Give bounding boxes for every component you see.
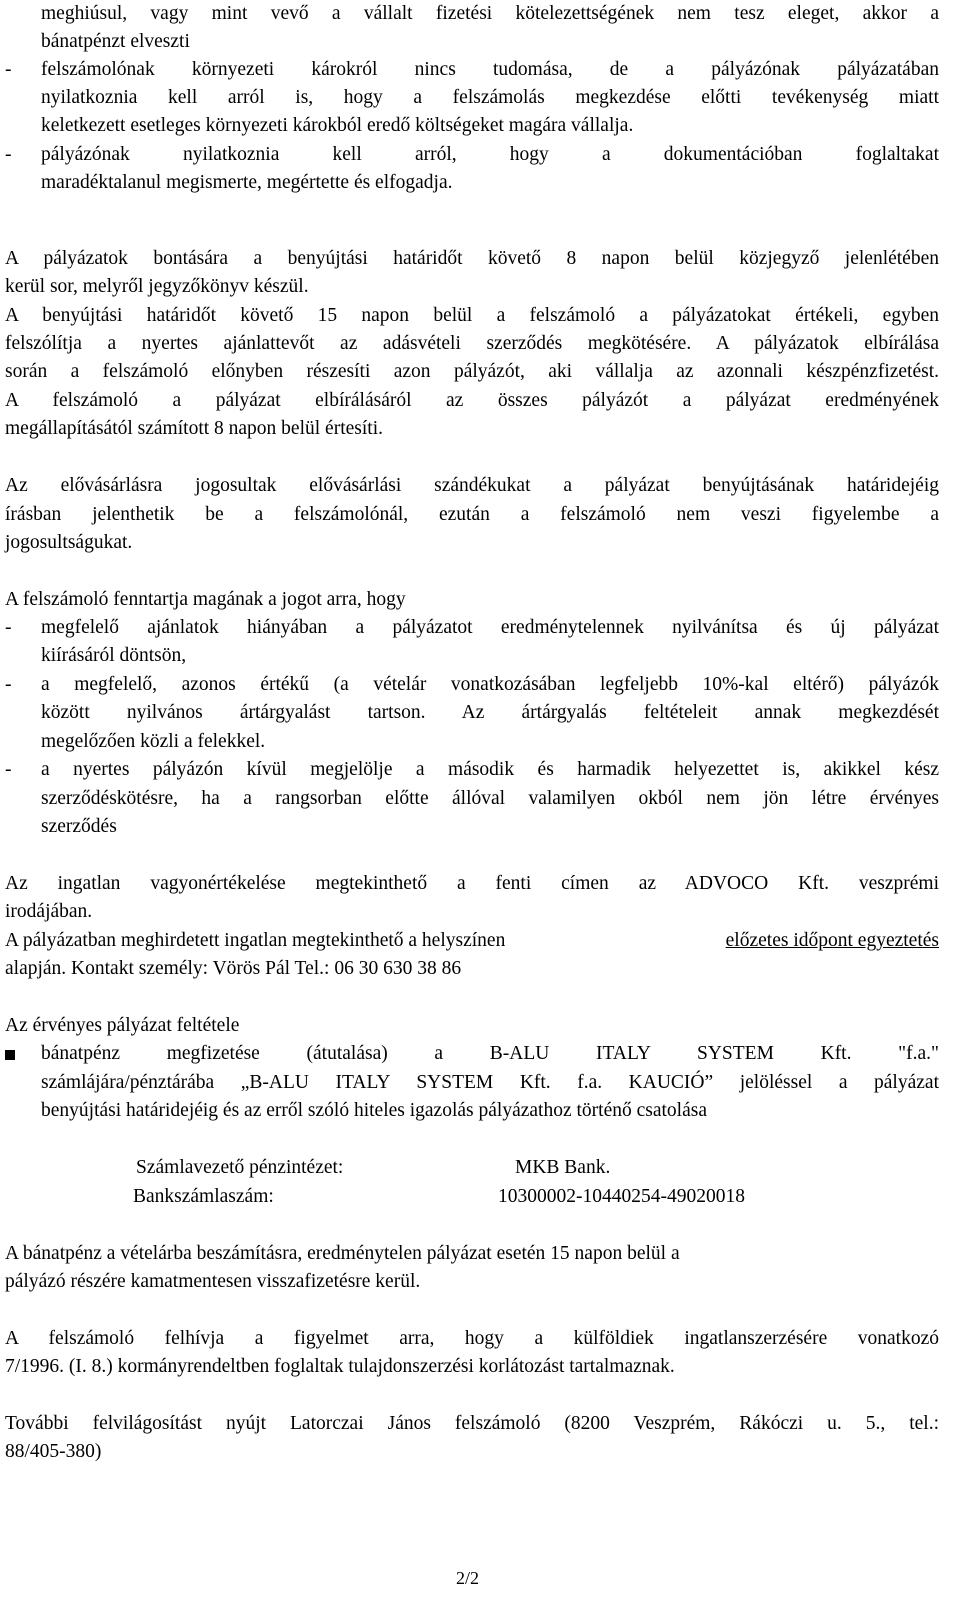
bank-label: Bankszámlaszám: xyxy=(133,1186,274,1207)
text-line: alapján. Kontakt személy: Vörös Pál Tel.: 06 30 630 38 86 xyxy=(5,958,462,979)
text-line: Az ingatlan vagyonértékelése megtekinthető a fenti címen az ADVOCO Kft. veszprémi xyxy=(5,873,939,894)
text-line: a nyertes pályázón kívül megjelölje a második és harmadik helyezettet is, akikkel kész xyxy=(41,759,939,780)
list-dash: - xyxy=(5,59,12,80)
text-line: szerződés xyxy=(41,816,117,837)
text-line: a megfelelő, azonos értékű (a vételár vonatkozásában legfeljebb 10%-kal eltérő) pályázók xyxy=(41,674,939,695)
text-line: kiírásáról döntsön, xyxy=(41,645,187,666)
text-line: Az érvényes pályázat feltétele xyxy=(5,1015,240,1036)
bank-label: Számlavezető pénzintézet: xyxy=(136,1157,344,1178)
list-dash: - xyxy=(5,617,12,638)
text-line: számlájára/pénztárába „B-ALU ITALY SYSTEM Kft. f.a. KAUCIÓ” jelöléssel a pályázat xyxy=(41,1072,939,1093)
text-line: A pályázatok bontására a benyújtási határidőt követő 8 napon belül közjegyző jelenlétében xyxy=(5,248,939,269)
text-line: További felvilágosítást nyújt Latorczai János felszámoló (8200 Veszprém, Rákóczi u. 5., tel.: xyxy=(5,1413,939,1434)
text-line: jogosultságukat. xyxy=(5,532,133,553)
bank-account-number: 10300002-10440254-49020018 xyxy=(498,1186,745,1207)
text-line: A bánatpénz a vételárba beszámításra, eredménytelen pályázat esetén 15 napon belül a xyxy=(5,1243,680,1264)
text-line: felszólítja a nyertes ajánlattevőt az adásvételi szerződés megkötésére. A pályázatok elbírálása xyxy=(5,333,939,354)
text-line: szerződéskötésre, ha a rangsorban előtte állóval valamilyen okból nem jön létre érvényes xyxy=(41,788,939,809)
text-line: meghiúsul, vagy mint vevő a vállalt fizetési kötelezettségének nem tesz eleget, akkor a xyxy=(41,3,939,24)
appointment-note: előzetes időpont egyeztetés xyxy=(725,930,939,951)
list-dash: - xyxy=(5,674,12,695)
text-line: A felszámoló fenntartja magának a jogot arra, hogy xyxy=(5,589,406,610)
list-dash: - xyxy=(5,759,12,780)
text-line: benyújtási határidejéig és az erről szóló hiteles igazolás pályázathoz történő csatolása xyxy=(41,1100,707,1121)
text-line: megfelelő ajánlatok hiányában a pályázatot eredménytelennek nyilvánítsa és új pályázat xyxy=(41,617,939,638)
text-line: keletkezett esetleges környezeti károkból eredő költségeket magára vállalja. xyxy=(41,115,634,136)
text-line: megállapításától számított 8 napon belül értesíti. xyxy=(5,418,383,439)
text-line: A benyújtási határidőt követő 15 napon belül a felszámoló a pályázatokat értékeli, egyben xyxy=(5,305,939,326)
text-line: nyilatkoznia kell arról is, hogy a felszámolás megkezdése előtti tevékenység miatt xyxy=(41,87,939,108)
list-dash: - xyxy=(5,144,12,165)
text-line xyxy=(5,927,939,955)
text-line: felszámolónak környezeti károkról nincs tudomása, de a pályázónak pályázatában xyxy=(41,59,939,80)
text-line: Az elővásárlásra jogosultak elővásárlási szándékukat a pályázat benyújtásának határidejéig xyxy=(5,475,939,496)
bank-value: MKB Bank. xyxy=(515,1157,611,1178)
text-line: pályázónak nyilatkoznia kell arról, hogy a dokumentációban foglaltakat xyxy=(41,144,939,165)
text-line: irodájában. xyxy=(5,901,93,922)
text-line: bánatpénz megfizetése (átutalása) a B-ALU ITALY SYSTEM Kft. "f.a." xyxy=(41,1043,939,1064)
page-number: 2/2 xyxy=(456,1568,480,1588)
text-line: során a felszámoló előnyben részesíti azon pályázót, aki vállalja az azonnali készpénzfizetést. xyxy=(5,361,939,382)
text-segment: A pályázatban meghirdetett ingatlan megtekinthető a helyszínen xyxy=(5,930,506,951)
text-line: 7/1996. (I. 8.) kormányrendeltben foglaltak tulajdonszerzési korlátozást tartalmaznak. xyxy=(5,1356,675,1377)
text-line: írásban jelenthetik be a felszámolónál, ezután a felszámoló nem veszi figyelembe a xyxy=(5,504,939,525)
text-line: között nyilvános ártárgyalást tartson. Az ártárgyalás feltételeit annak megkezdését xyxy=(41,702,939,723)
text-line: bánatpénzt elveszti xyxy=(41,31,190,52)
text-line: 88/405-380) xyxy=(5,1441,102,1462)
text-line: kerül sor, melyről jegyzőkönyv készül. xyxy=(5,276,309,297)
text-line: pályázó részére kamatmentesen visszafizetésre kerül. xyxy=(5,1271,421,1292)
text-line: megelőzően közli a felekkel. xyxy=(41,731,266,752)
text-line: A felszámoló a pályázat elbírálásáról az összes pályázót a pályázat eredményének xyxy=(5,390,939,411)
square-bullet-icon xyxy=(5,1050,15,1060)
text-line: maradéktalanul megismerte, megértette és elfogadja. xyxy=(41,172,453,193)
text-line: A felszámoló felhívja a figyelmet arra, hogy a külföldiek ingatlanszerzésére vonatkozó xyxy=(5,1328,939,1349)
